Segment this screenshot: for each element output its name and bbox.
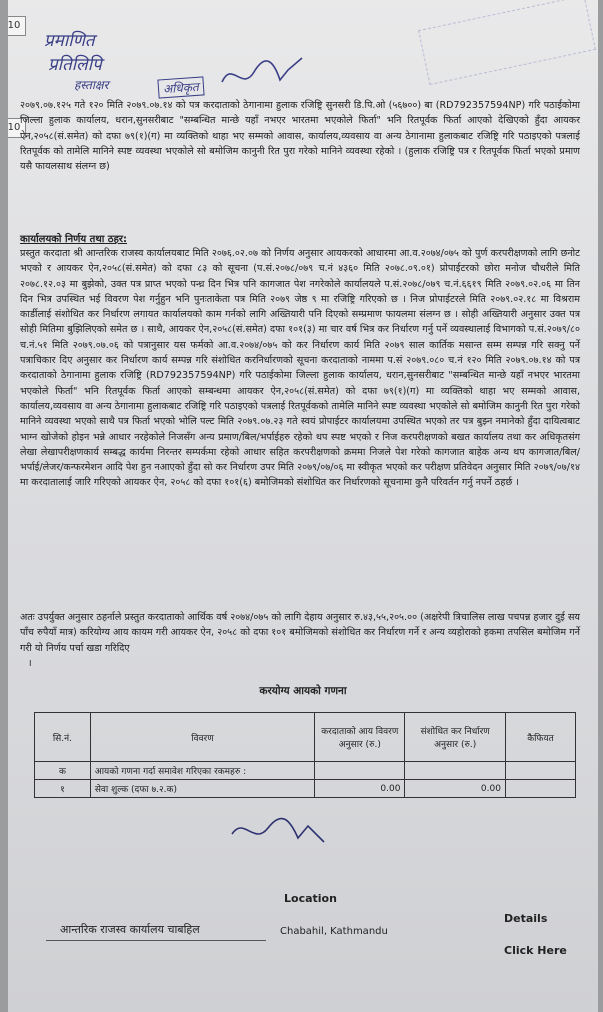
paragraph-decision: प्रस्तुत करदाता श्री आन्तरिक राजस्व कार्यालयबाट मिति २०७६.०२.०७ को निर्णय अनुसार आयकरको आधारमा आ.व.२०७४/०७५ को पुर्ण करपरीक्षणको लागि छनोट भएको र आयकर ऐन,२०५८(सं.समेत) को दफा ८३ को सूचना (प.सं.२०७८/०७९ च.नं ४३६० मिति २०७८.०९.०१) प्रोपाईटरको छोरा मनोज चौधरीले मिति २०७८.१२.०३ मा बुझेको, उक्त पत्र प्राप्त भएको पन्ध्र दिन भित्र पनि कागजात पेश नगरेकोले कार्यालयले प.सं.२०७८/०७९ च.नं.६६१९ मिति २०७९.०२.०६ मा तिन दिन भित्र उपस्थित भई विवरण पेश गर्नुहुन भनि पुनःताकेता पत्र मिति २०७९ जेष्ठ ९ मा रजिष्ट्रि गरिएको छ । निज प्रोपाईटरले मिति २०७९.०२.१८ मा विश्रराम कार्डीलाई संशोधित कर निर्धारण लगायत कार्यालयको काम गर्नको लागि अख्तियारी पनि दिएको सम्प्रमाण फायलमा संलग्न छ । सोही अख्तियारी अनुसार उक्त पत्र सोही मितिमा बुझिलिएको समेत छ । साथै, आयकर ऐन,२०५८(सं.समेत) दफा १०१(३) मा चार वर्ष भित्र कर निर्धारण गर्नु पर्ने व्यवस्थालाई विभागको प.सं.२०७९/८० च.नं.५१ मिति २०७९.०७.०६ को पत्रानुसार यस फर्मको आ.व.२०७४/०७५ को कर निर्धारण कार्य मिति २०७९ साल कार्तिक मसान्त सम्म सम्पन्न गरि सक्नु पर्ने पत्राचिकार दिए अनुसार कर निर्धारण कार्य सम्पन्न गरि संशोधित करनिर्धारणको सूचना करदाताको नाममा प.सं २०७९.०८० च.नं १२० मिति २०७९.०७.१४ को पत्र करदाताको ठेगानामा हुलाक रजिष्ट्रि (RD792357594NP) गरि पठाईकोमा जिल्ला हुलाक कार्यालय, धरान,सुनसरीबाट "सम्बन्धित मान्छे यहाँ नभएर भारतमा भएकोले फिर्ता" भनि रितपूर्वक फिर्ता आएको सम्बन्धमा आयकर ऐन,२०५८(सं.समेत) को दफा ७९(१)(ग) मा व्यक्तिको थाहा भए सम्मको आवास, कार्यालय,व्यवसाय वा अन्य ठेगानामा हुलाकबाट रजिष्ट्रि गरि पठाइएको पत्रलाई रितपूर्वकको तामेलि मानिने स्पष्ट व्यवस्था भएकोले सो बमोजिम कानुनी रित पुरा गरेको मानिने व्यवस्था भएको साथै पत्र फिर्ता भएको भोलि पल्ट मिति २०७९.०७.२३ गते स्वयं प्रोपाईटर कार्यालयमा उपस्थित भएको तर पत्र बुझ्न नमानेको हुँदा दायित्वबाट भाग्न खोजेको होइन भन्ने आधार नरहेकोले निजसँग अन्य प्रमाण/बिल/भर्पाईहरु रहेको थप स्पष्ट भएको र निज करपरीक्षणको बखत कार्यालय तथा कर अधिकृतसंग लेखा लेखापरीक्षणकार्य सम्बद्ध कार्यमा निरन्तर सम्पर्कमा रहेको आधार सहित करपरीक्षणको क्रममा निजले पेश गरेको कागजात बाहेक अन्य थप कागजात/बिल/भर्पाई/लेजर/कन्फरमेशन आदि पेश हुन नआएको हुँदा सो कर निर्धारण उपर मिति २०७९/०७/०६ मा स्वीकृत भएको कर परीक्षण प्रतिवेदन अनुसार मिति २०७९/०७/१४ मा करदातालाई जारि गरिएको आयकर ऐन, २०५८ को दफा १०१(६) बमोजिमको संशोधित कर निर्धारणको सूचनामा कुनै परिवर्तन गर्नु नपर्ने ठहर्छ । bbox=[20, 248, 580, 489]
paragraph-intro: २०७९.०७.१२५ गते १२० मिति २०७९.०७.१४ को पत्र करदाताको ठेगानामा हुलाक रजिष्ट्रि सुनसरी डि.पि.ओ (५६७००) बा (RD792357594NP) गरि पठाईकोमा जिल्ला हुलाक कार्यालय, धरान,सुनसरीबाट "सम्बन्धित मान्छे यहाँ नभएर भारतमा भएकोले फिर्ता" भनि रितपूर्वक फिर्ता आएको देखिएको हुँदा आयकर ऐन,२०५८(सं.समेत) को दफा ७९(१)(ग) मा व्यक्तिको थाहा भए सम्मको आवास, कार्यालय,व्यवसाय वा अन्य ठेगानामा हुलाकबाट रजिष्ट्रि गरि पठाइएको पत्रलाई रितपूर्वक को तामेलि मानिने स्पष्ट व्यवस्था भएकोले सो बमोजिम कानुनी रित पुरा गरेको मानिने व्यवस्था रहेको । (हुलाक रजिष्ट्रि पत्र र रितपूर्वक फिर्ता भएको प्रमाण यसै फायलसाथ संलग्न छ) bbox=[20, 100, 580, 173]
cell-revised bbox=[405, 762, 505, 780]
cell-revised: 0.00 bbox=[405, 780, 505, 798]
table-header-row bbox=[35, 713, 576, 762]
footer-click-here-link[interactable]: Click Here bbox=[504, 944, 567, 957]
col-remarks: कैफियत bbox=[505, 713, 575, 762]
cell-remarks bbox=[505, 762, 575, 780]
footer-office-name: आन्तरिक राजस्व कार्यालय चाबहिल bbox=[60, 923, 200, 936]
section-heading: कार्यालयको निर्णय तथा ठहर: bbox=[20, 234, 128, 245]
margin-mark: 10 bbox=[8, 118, 26, 138]
cell-taxpayer: 0.00 bbox=[315, 780, 405, 798]
table-title: करयोग्य आयको गणना bbox=[259, 685, 347, 697]
table-row bbox=[35, 780, 576, 798]
footer-details-link[interactable]: Details bbox=[504, 912, 548, 925]
cell-sn: क bbox=[35, 762, 91, 780]
col-description: विवरण bbox=[90, 713, 314, 762]
paragraph-end-mark: । bbox=[28, 658, 32, 669]
handwritten-certified: प्रमाणित bbox=[44, 31, 95, 51]
cell-sn: १ bbox=[35, 780, 91, 798]
footer-location-label: Location bbox=[284, 892, 337, 905]
cell-description: आयको गणना गर्दा समावेश गरिएका रकमहरु : bbox=[90, 762, 314, 780]
handwritten-signature-text: हस्ताक्षर bbox=[74, 78, 109, 92]
footer-address: Chabahil, Kathmandu bbox=[280, 926, 388, 937]
taxable-income-table bbox=[34, 712, 576, 798]
cell-remarks bbox=[505, 780, 575, 798]
table-row bbox=[35, 762, 576, 780]
bottom-signature bbox=[228, 812, 328, 852]
col-sn: सि.नं. bbox=[35, 713, 91, 762]
document-page bbox=[8, 0, 598, 1012]
col-revised-amount: संशोधित कर निर्धारण अनुसार (रु.) bbox=[405, 713, 505, 762]
faint-stamp bbox=[418, 0, 596, 85]
col-taxpayer-amount: करदाताको आय विवरण अनुसार (रु.) bbox=[315, 713, 405, 762]
margin-mark: 10 bbox=[8, 16, 26, 36]
footer-divider bbox=[46, 940, 266, 941]
paragraph-conclusion: अतः उपर्युक्त अनुसार ठहर्नाले प्रस्तुत करदाताको आर्थिक वर्ष २०७४/०७५ को लागि देहाय अनुसार रु.४३,५५,२०५.०० (अक्षरेपी त्रिचालिस लाख पचपन्न हजार दुई सय पाँच रुपैयाँ मात्र) करियोग्य आय कायम गरी आयकर ऐन, २०५८ को दफा १०१ बमोजिमको संशोधित कर निर्धारण गर्ने र अन्य व्यहोराको हकमा तपसिल बमोजिम गर्ने गरी यो निर्णय पर्चा खडा गरिदिए bbox=[20, 612, 580, 654]
signature-scribble bbox=[218, 52, 308, 96]
cell-taxpayer bbox=[315, 762, 405, 780]
stamp-fragment: अधिकृत bbox=[157, 76, 204, 98]
handwritten-copy: प्रतिलिपि bbox=[48, 55, 102, 75]
cell-description: सेवा शुल्क (दफा ७.२.क) bbox=[90, 780, 314, 798]
